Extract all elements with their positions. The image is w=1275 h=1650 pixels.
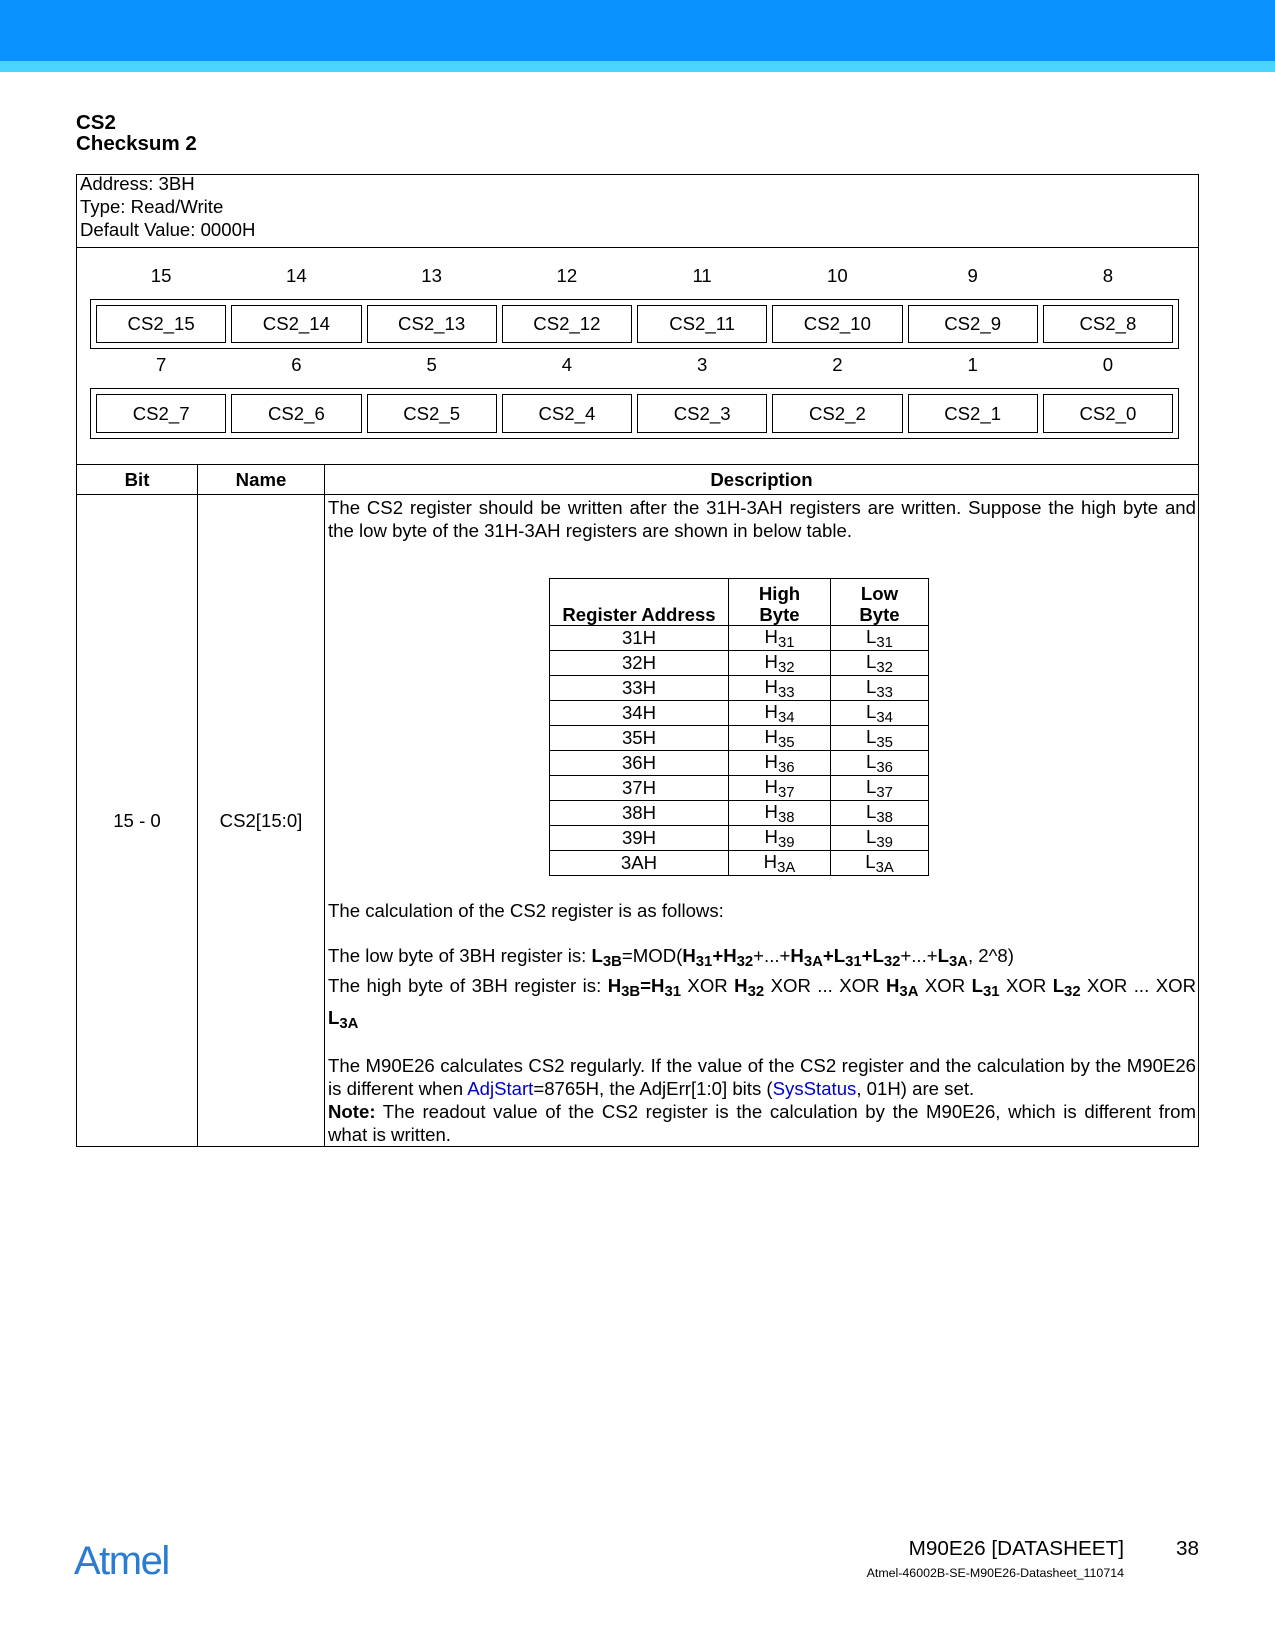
bit-number: 14 — [286, 265, 307, 286]
text-run: XOR ... XOR — [1080, 975, 1196, 996]
low-byte-cell — [831, 776, 929, 801]
bit-name-cell: CS2_6 — [231, 394, 361, 433]
bit-name-cell: CS2_13 — [367, 305, 497, 343]
subscript-text: 3A — [803, 954, 823, 971]
high-byte-symbol: H — [764, 651, 778, 672]
bit-field-diagram — [77, 248, 1199, 465]
bit-number: 5 — [426, 354, 437, 375]
text-run: H — [885, 975, 900, 996]
low-byte-cell — [831, 851, 929, 876]
text-run: +...+ — [900, 945, 938, 966]
subscript-text: 32 — [736, 954, 754, 971]
text-run: XOR — [680, 975, 735, 996]
bit-number: 13 — [421, 265, 442, 286]
low-byte-symbol: L — [866, 826, 877, 847]
bit-numbers-lower — [90, 349, 1179, 381]
register-address-cell: 3AH — [550, 851, 729, 876]
bit-numbers-upper — [90, 258, 1179, 294]
low-byte-symbol: L — [866, 801, 877, 822]
register-value-row — [550, 626, 929, 651]
low-byte-symbol: L — [866, 726, 877, 747]
text-run: =H — [640, 975, 665, 996]
high-byte-subscript: 36 — [777, 760, 795, 777]
bit-number: 1 — [967, 354, 978, 375]
low-byte-cell — [831, 801, 929, 826]
high-byte-cell — [729, 851, 831, 876]
register-link[interactable]: SysStatus — [772, 1078, 857, 1099]
low-byte-symbol: L — [866, 676, 877, 697]
high-byte-cell — [729, 701, 831, 726]
low-byte-subscript: 39 — [876, 835, 893, 852]
status-paragraph — [328, 1054, 1196, 1100]
high-byte-symbol: H — [764, 726, 778, 747]
low-byte-subscript: 34 — [876, 710, 893, 727]
bit-name-cell: CS2_8 — [1043, 305, 1173, 343]
text-run: , 01H) are set. — [856, 1078, 975, 1099]
text-run: =MOD( — [621, 945, 683, 966]
text-run: The low byte of 3BH register is: — [328, 945, 592, 966]
header-bar — [0, 0, 1275, 61]
register-link[interactable]: AdjStart — [467, 1078, 534, 1099]
text-run: H — [607, 975, 622, 996]
text-run: +...+ — [753, 945, 791, 966]
low-byte-cell — [831, 826, 929, 851]
register-info — [77, 175, 1199, 248]
subscript-text: 3B — [602, 954, 622, 971]
low-byte-cell — [831, 701, 929, 726]
high-byte-subscript: 32 — [777, 660, 795, 677]
description-intro: The CS2 register should be written after the 31H-3AH registers are written. Suppose the high byte and the low byte of the 31H-3AH registers are shown in below table. — [328, 497, 1196, 541]
register-value-row — [550, 826, 929, 851]
header-register-address: Register Address — [550, 579, 729, 626]
bit-number: 2 — [832, 354, 843, 375]
subscript-text: 32 — [1064, 984, 1081, 1001]
high-byte-cell — [729, 776, 831, 801]
bit-name-cell: CS2_9 — [908, 305, 1038, 343]
low-byte-subscript: 31 — [876, 635, 893, 652]
text-run: XOR — [999, 975, 1053, 996]
bit-name-cell: CS2_0 — [1043, 394, 1173, 433]
field-name: CS2[15:0] — [198, 495, 325, 1147]
register-address-cell: 33H — [550, 676, 729, 701]
high-byte-symbol: H — [764, 751, 778, 772]
text-run: + — [861, 945, 873, 966]
footer-doc-reference: Atmel-46002B-SE-M90E26-Datasheet_110714 — [866, 1566, 1124, 1580]
register-address-cell: 36H — [550, 751, 729, 776]
high-byte-symbol: H — [764, 801, 778, 822]
register-value-row — [550, 751, 929, 776]
bit-name-cell: CS2_10 — [772, 305, 902, 343]
bit-number: 12 — [556, 265, 578, 286]
column-header-bit: Bit — [77, 465, 198, 495]
bit-number: 10 — [827, 265, 848, 286]
register-table — [76, 174, 1199, 1147]
text-run: H — [682, 945, 696, 966]
bit-number: 11 — [692, 265, 712, 286]
text-run: L — [937, 945, 949, 966]
register-value-row — [550, 851, 929, 876]
bit-number: 3 — [696, 354, 708, 375]
subscript-text: 31 — [695, 954, 713, 971]
field-bits: 15 - 0 — [77, 495, 198, 1147]
high-byte-subscript: 34 — [777, 710, 795, 727]
bit-number: 7 — [155, 354, 167, 375]
column-header-description: Description — [325, 465, 1199, 495]
text-run: The M90E26 calculates CS2 regularly. If the value of the CS2 register and the calculation by the M90E26 is different when — [328, 1055, 1196, 1099]
bit-name-cell: CS2_1 — [908, 394, 1038, 433]
bit-number: 15 — [150, 265, 172, 286]
text-run: H — [723, 945, 737, 966]
text-run: H — [790, 945, 804, 966]
text-run: L — [591, 945, 603, 966]
low-byte-cell — [831, 676, 929, 701]
register-title: Checksum 2 — [76, 132, 197, 155]
text-run: XOR ... XOR — [764, 975, 886, 996]
low-byte-subscript: 38 — [876, 810, 893, 827]
high-byte-subscript: 37 — [777, 785, 795, 802]
low-byte-symbol: L — [866, 776, 877, 797]
calculation-intro: The calculation of the CS2 register is as follows: — [328, 900, 724, 921]
header-low-byte: Low Byte — [831, 579, 929, 626]
bit-name-cell: CS2_14 — [231, 305, 361, 343]
atmel-logo: Atmel — [74, 1539, 169, 1583]
subscript-text: 3A — [948, 954, 968, 971]
text-run: L — [872, 945, 884, 966]
high-byte-subscript: 38 — [777, 810, 795, 827]
low-byte-symbol: L — [866, 701, 877, 722]
register-address-cell: 37H — [550, 776, 729, 801]
low-byte-formula — [328, 943, 1196, 971]
high-byte-symbol: H — [764, 676, 778, 697]
register-address-cell: 32H — [550, 651, 729, 676]
bit-names-lower — [90, 388, 1179, 439]
high-byte-cell — [729, 676, 831, 701]
text-run: + — [712, 945, 724, 966]
subscript-text: 31 — [664, 984, 681, 1001]
low-byte-subscript: 36 — [876, 760, 893, 777]
note-paragraph — [328, 1100, 1196, 1146]
subscript-text: 3A — [899, 984, 919, 1001]
column-header-name: Name — [198, 465, 325, 495]
bit-number: 4 — [561, 354, 573, 375]
low-byte-symbol: L — [866, 651, 877, 672]
bit-number: 9 — [967, 265, 978, 286]
text-run: L — [1052, 975, 1065, 996]
register-address-cell: 38H — [550, 801, 729, 826]
subscript-text: 3B — [621, 984, 641, 1001]
register-address: Address: 3BH — [80, 173, 195, 194]
subscript-text: 32 — [883, 954, 901, 971]
text-run: Note: — [328, 1101, 376, 1122]
bit-names-upper — [90, 299, 1179, 349]
low-byte-symbol: L — [866, 626, 877, 647]
register-address-cell: 39H — [550, 826, 729, 851]
subscript-text: 31 — [845, 954, 862, 971]
register-address-cell: 31H — [550, 626, 729, 651]
text-run: The readout value of the CS2 register is the calculation by the M90E26, which is different from what is written. — [328, 1101, 1196, 1145]
low-byte-symbol: L — [866, 751, 877, 772]
register-address-cell: 35H — [550, 726, 729, 751]
high-byte-cell — [729, 651, 831, 676]
high-byte-cell — [729, 826, 831, 851]
text-run: L — [833, 945, 846, 966]
low-byte-subscript: 3A — [875, 860, 894, 877]
bit-number: 6 — [291, 354, 302, 375]
text-run: + — [822, 945, 834, 966]
bit-name-cell: CS2_3 — [637, 394, 767, 433]
register-address-cell: 34H — [550, 701, 729, 726]
text-run: L — [328, 1007, 340, 1028]
high-byte-symbol: H — [763, 851, 778, 872]
low-byte-cell — [831, 626, 929, 651]
register-mnemonic: CS2 — [76, 111, 116, 134]
high-byte-cell — [729, 751, 831, 776]
subscript-text: 31 — [982, 984, 1000, 1001]
high-byte-cell — [729, 626, 831, 651]
bit-name-cell: CS2_2 — [772, 394, 902, 433]
high-byte-subscript: 35 — [777, 735, 795, 752]
high-byte-formula — [328, 971, 1196, 1035]
register-default-value: Default Value: 0000H — [80, 219, 256, 240]
footer-doc-title: M90E26 [DATASHEET] — [908, 1537, 1124, 1560]
section-heading — [76, 112, 197, 154]
text-run: The high byte of 3BH register is: — [328, 975, 608, 996]
low-byte-symbol: L — [865, 851, 876, 872]
high-byte-cell — [729, 726, 831, 751]
text-run: , 2^8) — [967, 945, 1014, 966]
register-values-table — [549, 578, 929, 876]
high-byte-subscript: 39 — [777, 835, 795, 852]
high-byte-symbol: H — [764, 776, 778, 797]
register-value-row — [550, 701, 929, 726]
bit-name-cell: CS2_12 — [502, 305, 632, 343]
bit-name-cell: CS2_5 — [367, 394, 497, 433]
register-value-row — [550, 801, 929, 826]
text-run: L — [971, 975, 983, 996]
text-run: =8765H, the AdjErr[1:0] bits ( — [533, 1078, 773, 1099]
register-type: Type: Read/Write — [80, 196, 224, 217]
subscript-text: 3A — [339, 1016, 359, 1033]
bit-name-cell: CS2_15 — [96, 305, 226, 343]
low-byte-subscript: 33 — [876, 685, 893, 702]
register-value-row — [550, 676, 929, 701]
subscript-text: 32 — [747, 984, 765, 1001]
low-byte-subscript: 35 — [876, 735, 893, 752]
header-high-byte: High Byte — [729, 579, 831, 626]
register-value-row — [550, 726, 929, 751]
low-byte-subscript: 32 — [876, 660, 893, 677]
bit-name-cell: CS2_7 — [96, 394, 226, 433]
field-description — [325, 495, 1199, 1147]
low-byte-cell — [831, 651, 929, 676]
low-byte-cell — [831, 751, 929, 776]
high-byte-symbol: H — [764, 701, 778, 722]
bit-number: 0 — [1102, 354, 1114, 375]
bit-name-cell: CS2_11 — [637, 305, 767, 343]
low-byte-subscript: 37 — [876, 785, 893, 802]
register-value-row — [550, 651, 929, 676]
register-values-body — [550, 626, 929, 876]
text-run: XOR — [918, 975, 972, 996]
bit-number: 8 — [1102, 265, 1114, 286]
footer-page-number: 38 — [1175, 1537, 1199, 1560]
high-byte-symbol: H — [764, 826, 778, 847]
bit-name-cell: CS2_4 — [502, 394, 632, 433]
low-byte-cell — [831, 726, 929, 751]
header-stripe — [0, 61, 1275, 72]
high-byte-subscript: 33 — [777, 685, 795, 702]
register-value-row — [550, 776, 929, 801]
text-run: H — [734, 975, 748, 996]
high-byte-symbol: H — [764, 626, 778, 647]
high-byte-cell — [729, 801, 831, 826]
high-byte-subscript: 31 — [777, 635, 795, 652]
high-byte-subscript: 3A — [777, 860, 796, 877]
